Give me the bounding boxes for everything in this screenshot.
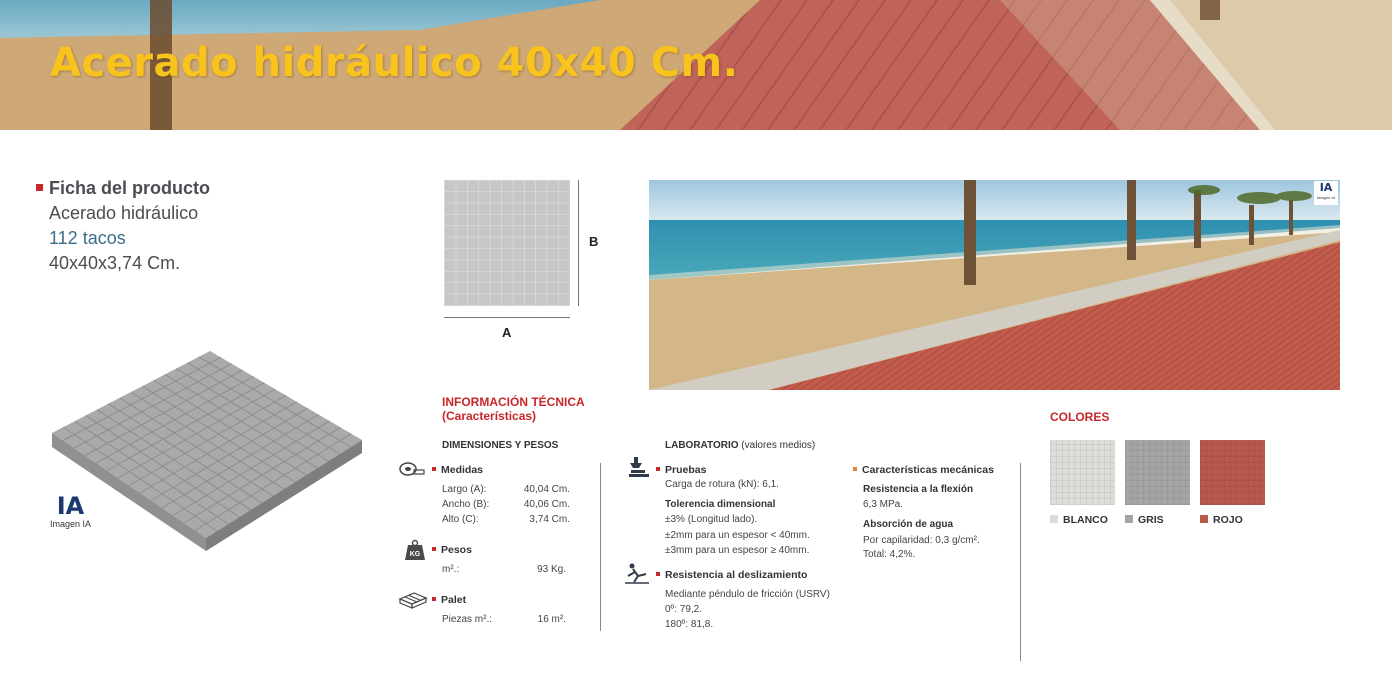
slip-line-2: 0º: 79,2.	[665, 604, 703, 615]
product-tacos: 112 tacos	[49, 228, 126, 248]
flex-value: 6,3 MPa.	[863, 499, 904, 510]
mech-label: Características mecánicas	[853, 464, 994, 476]
tech-info-title-line2: (Características)	[442, 409, 537, 423]
ia-badge	[50, 493, 91, 529]
ia-logo-icon: IA	[56, 492, 85, 520]
palet-label: Palet	[432, 594, 466, 606]
weight-kg-icon	[404, 539, 426, 561]
product-name: Acerado hidráulico	[49, 203, 199, 223]
ia-logo-icon: IA	[1319, 181, 1333, 194]
color-label-gris: GRIS	[1125, 514, 1164, 526]
photo-ia-badge	[1314, 181, 1338, 205]
absorption-line-1: Por capilaridad: 0,3 g/cm².	[863, 535, 980, 546]
tile-top-view	[444, 180, 570, 306]
tolerance-line-3: ±3mm para un espesor ≥ 40mm.	[665, 545, 810, 556]
ancho-value: 40,06 Cm.	[523, 499, 570, 510]
color-label-rojo: ROJO	[1200, 514, 1243, 526]
product-size: 40x40x3,74 Cm.	[49, 253, 181, 273]
alto-label: Alto (C):	[442, 514, 479, 525]
slip-resistance-icon	[624, 562, 650, 584]
tolerance-line-1: ±3% (Longitud lado).	[665, 514, 758, 525]
flex-title: Resistencia a la flexión	[863, 484, 974, 495]
dimension-line-b	[578, 180, 579, 306]
pesos-row-value: 93 Kg.	[537, 564, 566, 575]
pruebas-label: Pruebas	[656, 464, 706, 476]
dimension-line-a	[444, 317, 570, 318]
palet-row-value: 16 m².	[537, 614, 566, 625]
alto-value: 3,74 Cm.	[529, 514, 570, 525]
press-test-icon	[628, 456, 650, 478]
beach-promenade-photo	[649, 180, 1340, 390]
product-sheet-title: Ficha del producto	[49, 178, 211, 198]
ia-caption: Imagen IA	[1316, 195, 1336, 200]
pesos-label: Pesos	[432, 544, 472, 556]
palet-row-label: Piezas m².:	[442, 614, 493, 625]
tech-info-title	[442, 395, 585, 423]
dimension-label-a: A	[502, 325, 512, 340]
red-bullet-icon	[36, 184, 43, 191]
slip-line-1: Mediante péndulo de fricción (USRV)	[665, 589, 830, 600]
slip-label: Resistencia al deslizamiento	[656, 569, 807, 581]
tile-3d-image	[34, 325, 364, 595]
absorption-title: Absorción de agua	[863, 519, 954, 530]
swatch-blanco	[1050, 440, 1115, 505]
slip-line-3: 180º: 81,8.	[665, 619, 714, 630]
largo-value: 40,04 Cm.	[523, 484, 570, 495]
ancho-label: Ancho (B):	[442, 499, 490, 510]
weight-kg-text: KG	[409, 551, 421, 558]
tech-info-title-line1: INFORMACIÓN TÉCNICA	[442, 395, 585, 409]
largo-label: Largo (A):	[442, 484, 487, 495]
tape-measure-icon	[399, 461, 425, 477]
page-title: Acerado hidráulico 40x40 Cm.	[50, 40, 739, 86]
carga-rotura: Carga de rotura (kN): 6,1.	[665, 479, 779, 490]
header-banner	[0, 0, 1392, 130]
color-label-blanco: BLANCO	[1050, 514, 1108, 526]
tolerance-line-2: ±2mm para un espesor < 40mm.	[665, 530, 810, 541]
dimension-label-b: B	[589, 234, 599, 249]
column-divider	[600, 463, 601, 631]
product-sheet-heading	[36, 178, 210, 199]
tolerance-title: Tolerencia dimensional	[665, 499, 776, 510]
swatch-rojo	[1200, 440, 1265, 505]
lab-heading: LABORATORIO (valores medios)	[665, 440, 816, 451]
pesos-row-label: m².:	[442, 564, 460, 575]
pallet-icon	[398, 591, 428, 609]
ia-caption: Imagen IA	[50, 519, 92, 529]
swatch-gris	[1125, 440, 1190, 505]
colors-title: COLORES	[1050, 410, 1110, 424]
medidas-label: Medidas	[432, 464, 483, 476]
absorption-line-2: Total: 4,2%.	[863, 549, 916, 560]
dims-heading: DIMENSIONES Y PESOS	[442, 440, 559, 451]
column-divider	[1020, 463, 1021, 661]
